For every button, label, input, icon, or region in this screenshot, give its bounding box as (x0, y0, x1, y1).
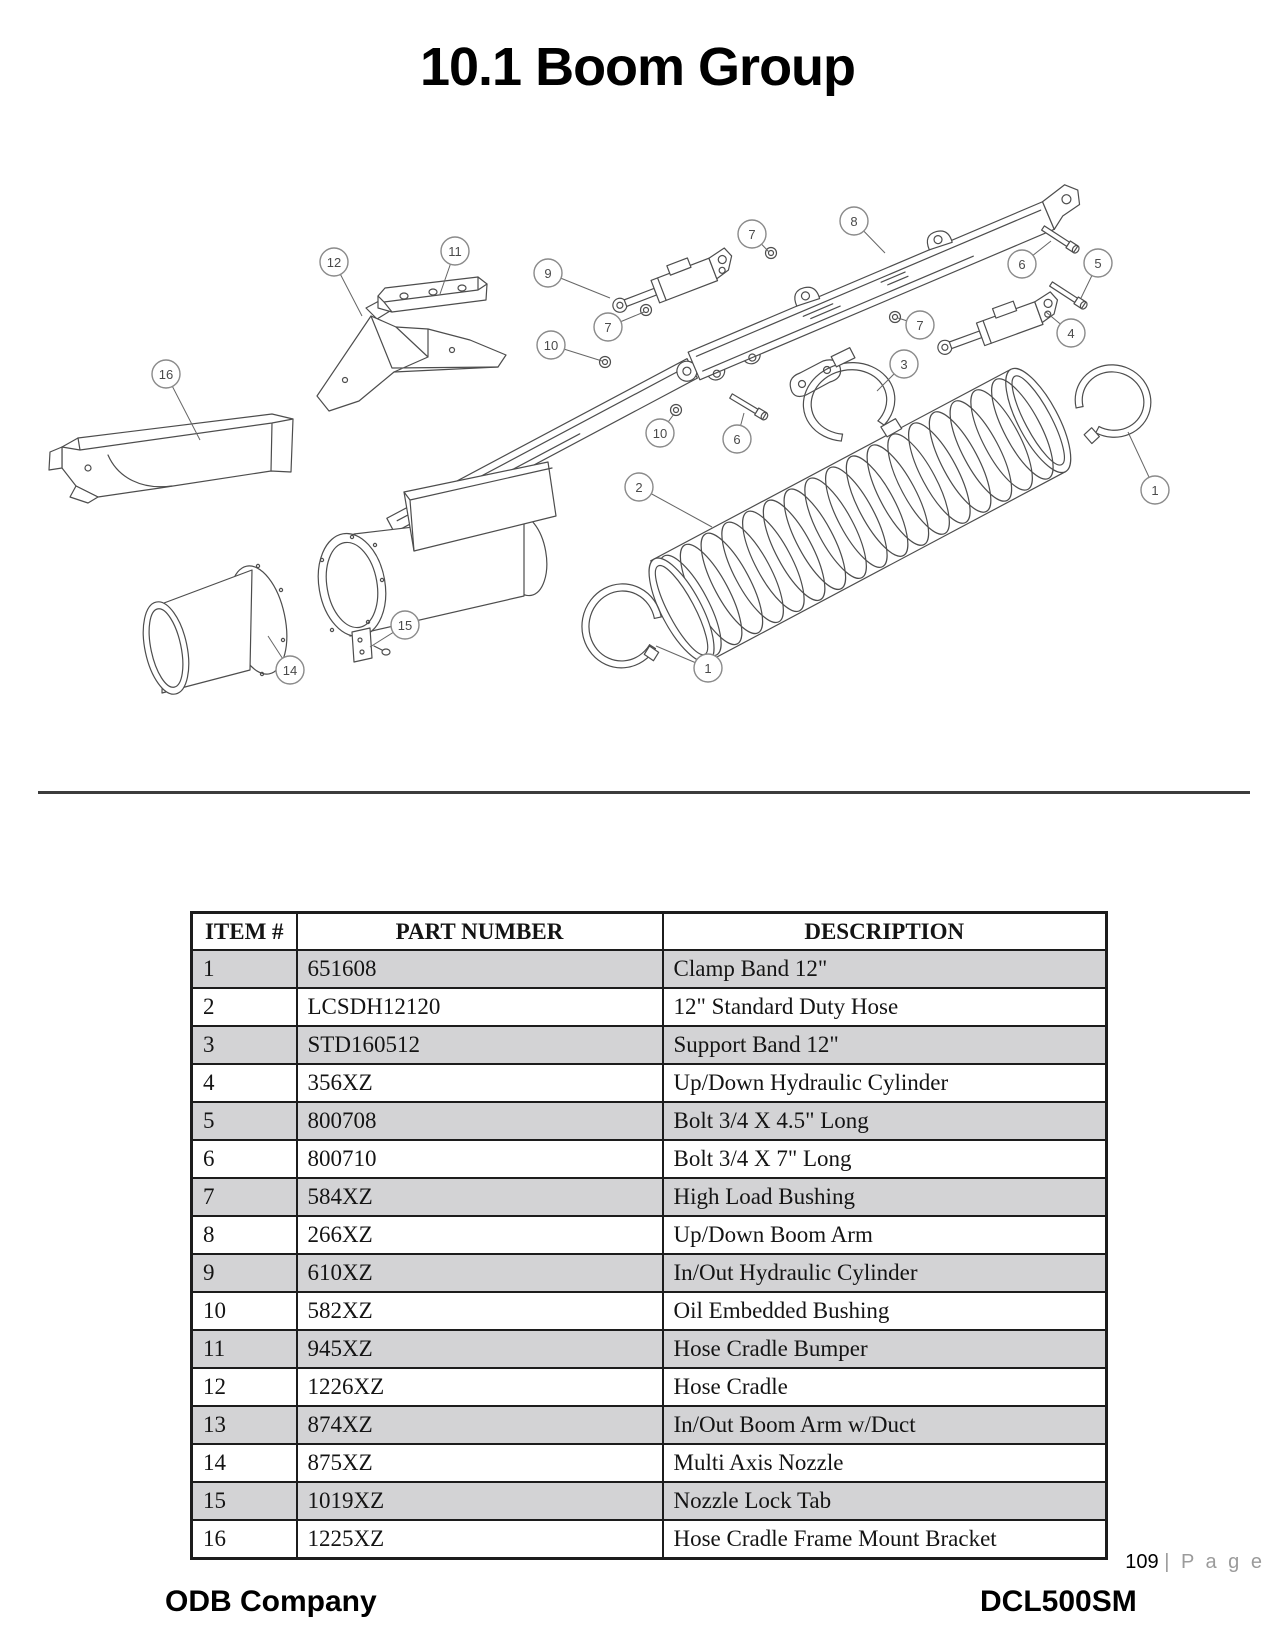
table-row (192, 1178, 1107, 1216)
callout-12 (320, 248, 348, 276)
callout-7 (906, 311, 934, 339)
description-cell: Oil Embedded Bushing (663, 1292, 1107, 1330)
footer-company: ODB Company (165, 1585, 377, 1618)
bushing-7-left-drawing (641, 305, 652, 316)
svg-text:5: 5 (1094, 256, 1102, 271)
description-cell: In/Out Hydraulic Cylinder (663, 1254, 1107, 1292)
standard-duty-hose-drawing (637, 360, 1083, 671)
table-row (192, 1254, 1107, 1292)
item-cell: 4 (192, 1064, 297, 1102)
callout-10 (537, 331, 565, 359)
callout-10 (646, 419, 674, 447)
table-row (192, 1330, 1107, 1368)
svg-text:7: 7 (748, 227, 756, 242)
part-number-cell: 1225XZ (297, 1520, 663, 1559)
callout-2 (625, 473, 653, 501)
svg-text:6: 6 (1018, 257, 1026, 272)
part-number-cell: 800710 (297, 1140, 663, 1178)
table-header-row (192, 913, 1107, 951)
callout-3 (890, 350, 918, 378)
inout-cylinder-drawing (606, 243, 738, 319)
svg-text:1: 1 (704, 661, 712, 676)
item-cell: 1 (192, 950, 297, 988)
table-row (192, 1406, 1107, 1444)
description-cell: Multi Axis Nozzle (663, 1444, 1107, 1482)
item-cell: 9 (192, 1254, 297, 1292)
description-cell: In/Out Boom Arm w/Duct (663, 1406, 1107, 1444)
frame-mount-bracket-drawing (49, 414, 293, 503)
part-number-cell: 945XZ (297, 1330, 663, 1368)
page-number (1125, 1551, 1265, 1574)
svg-text:16: 16 (158, 367, 174, 382)
part-number-cell: 356XZ (297, 1064, 663, 1102)
table-row (192, 1102, 1107, 1140)
table-row (192, 1140, 1107, 1178)
item-cell: 6 (192, 1140, 297, 1178)
bolt-6-lower-drawing (729, 393, 769, 421)
svg-text:15: 15 (397, 618, 413, 633)
callout-7 (594, 313, 622, 341)
description-cell: Bolt 3/4 X 7" Long (663, 1140, 1107, 1178)
description-cell: Nozzle Lock Tab (663, 1482, 1107, 1520)
svg-text:7: 7 (604, 320, 612, 335)
exploded-parts-diagram (0, 0, 1275, 800)
part-number-cell: LCSDH12120 (297, 988, 663, 1026)
part-number-cell: 582XZ (297, 1292, 663, 1330)
bushing-10-left-drawing (600, 357, 611, 368)
svg-text:3: 3 (900, 357, 908, 372)
item-cell: 8 (192, 1216, 297, 1254)
description-cell: Hose Cradle Bumper (663, 1330, 1107, 1368)
part-number-cell: 584XZ (297, 1178, 663, 1216)
description-cell: Hose Cradle Frame Mount Bracket (663, 1520, 1107, 1559)
item-cell: 7 (192, 1178, 297, 1216)
part-number-cell: 266XZ (297, 1216, 663, 1254)
callout-1 (694, 654, 722, 682)
item-cell: 13 (192, 1406, 297, 1444)
item-cell: 3 (192, 1026, 297, 1064)
clamp-band-right-drawing (1062, 355, 1160, 457)
svg-text:10: 10 (652, 426, 668, 441)
svg-text:12: 12 (326, 255, 342, 270)
part-number-cell: 651608 (297, 950, 663, 988)
item-cell: 15 (192, 1482, 297, 1520)
callout-5 (1084, 249, 1112, 277)
description-cell: Bolt 3/4 X 4.5" Long (663, 1102, 1107, 1140)
callout-16 (152, 360, 180, 388)
callout-7 (738, 220, 766, 248)
description-cell: Up/Down Boom Arm (663, 1216, 1107, 1254)
svg-text:2: 2 (635, 480, 643, 495)
svg-text:4: 4 (1067, 326, 1075, 341)
item-cell: 11 (192, 1330, 297, 1368)
part-number-cell: 800708 (297, 1102, 663, 1140)
part-number-cell: STD160512 (297, 1026, 663, 1064)
table-row (192, 1216, 1107, 1254)
section-divider (38, 791, 1250, 794)
bushing-7-right-drawing (890, 312, 901, 323)
part-number-cell: 1019XZ (297, 1482, 663, 1520)
table-row (192, 1292, 1107, 1330)
table-row (192, 1444, 1107, 1482)
cradle-bumper-drawing (378, 277, 487, 312)
bushing-10-center-drawing (671, 405, 682, 416)
part-number-cell: 874XZ (297, 1406, 663, 1444)
col-header-item: ITEM # (192, 913, 297, 951)
svg-text:6: 6 (733, 432, 741, 447)
table-row (192, 1520, 1107, 1559)
svg-text:11: 11 (448, 244, 462, 259)
updown-cylinder-drawing (931, 287, 1063, 361)
table-row (192, 988, 1107, 1026)
callout-1 (1141, 476, 1169, 504)
callout-11 (441, 237, 469, 265)
table-row (192, 950, 1107, 988)
table-row (192, 1026, 1107, 1064)
callout-9 (534, 259, 562, 287)
callout-4 (1057, 319, 1085, 347)
updown-boom-arm-drawing (683, 174, 1091, 386)
page-title: 10.1 Boom Group (419, 37, 856, 97)
part-number-cell: 610XZ (297, 1254, 663, 1292)
multi-axis-nozzle-drawing (136, 561, 296, 699)
svg-text:1: 1 (1151, 483, 1159, 498)
svg-text:10: 10 (543, 338, 559, 353)
item-cell: 10 (192, 1292, 297, 1330)
svg-text:7: 7 (916, 318, 924, 333)
support-band-drawing (793, 341, 903, 453)
callout-6 (723, 425, 751, 453)
item-cell: 2 (192, 988, 297, 1026)
page-number-value: 109 (1125, 1551, 1159, 1573)
callout-14 (276, 656, 304, 684)
table-row (192, 1064, 1107, 1102)
bolt-6-top-drawing (1041, 225, 1081, 255)
parts-table (190, 911, 1108, 1560)
item-cell: 16 (192, 1520, 297, 1559)
callout-8 (840, 207, 868, 235)
col-header-part-number: PART NUMBER (297, 913, 663, 951)
description-cell: High Load Bushing (663, 1178, 1107, 1216)
item-cell: 12 (192, 1368, 297, 1406)
description-cell: Up/Down Hydraulic Cylinder (663, 1064, 1107, 1102)
svg-text:8: 8 (850, 214, 858, 229)
item-cell: 14 (192, 1444, 297, 1482)
item-cell: 5 (192, 1102, 297, 1140)
part-number-cell: 875XZ (297, 1444, 663, 1482)
description-cell: 12" Standard Duty Hose (663, 988, 1107, 1026)
description-cell: Hose Cradle (663, 1368, 1107, 1406)
description-cell: Clamp Band 12" (663, 950, 1107, 988)
table-row (192, 1368, 1107, 1406)
table-row (192, 1482, 1107, 1520)
part-number-cell: 1226XZ (297, 1368, 663, 1406)
col-header-description: DESCRIPTION (663, 913, 1107, 951)
callout-15 (391, 611, 419, 639)
footer-model: DCL500SM (980, 1585, 1137, 1618)
svg-text:14: 14 (282, 663, 298, 678)
bushing-7-top-drawing (766, 248, 777, 259)
svg-text:9: 9 (544, 266, 552, 281)
nozzle-lock-tab-drawing (352, 628, 390, 662)
description-cell: Support Band 12" (663, 1026, 1107, 1064)
callout-6 (1008, 250, 1036, 278)
hose-cradle-drawing (317, 301, 506, 411)
page-number-suffix: | P a g e (1164, 1551, 1265, 1573)
